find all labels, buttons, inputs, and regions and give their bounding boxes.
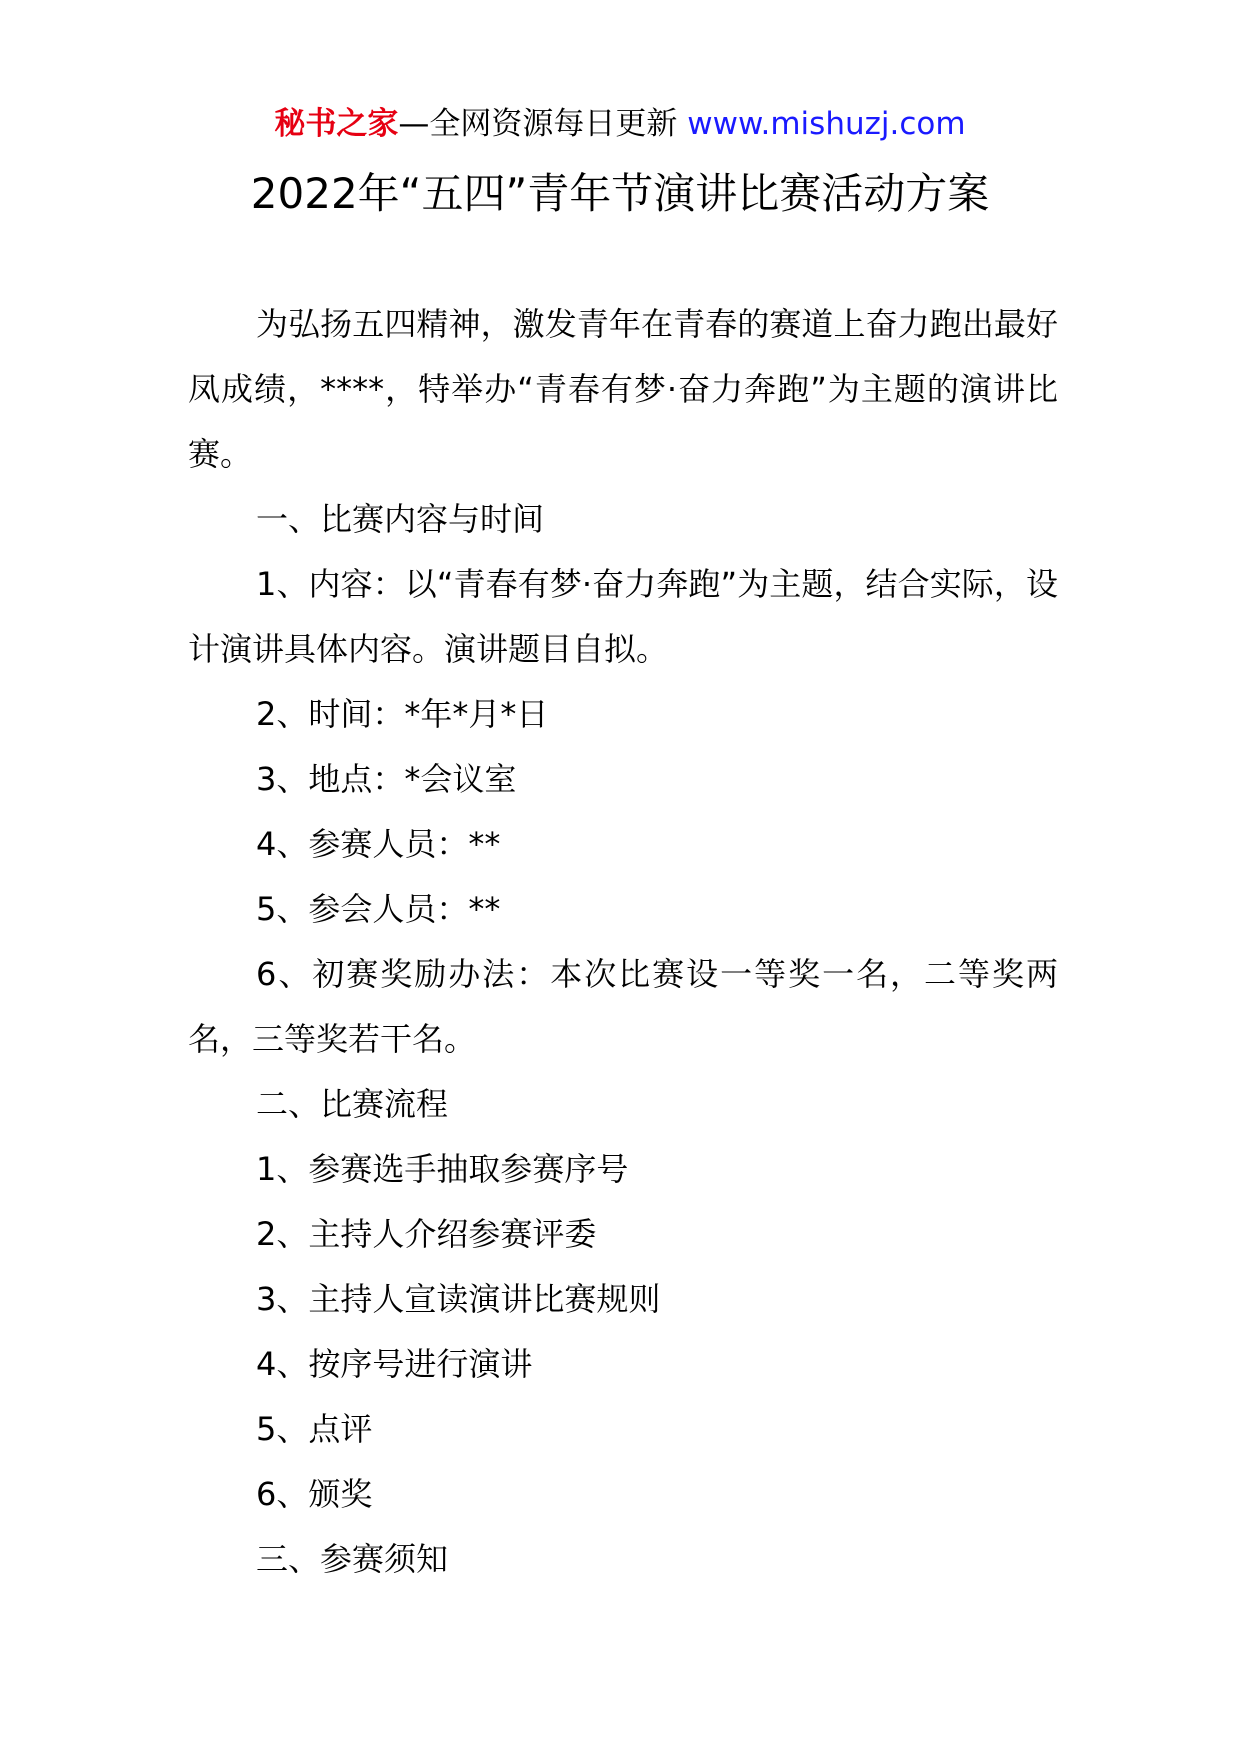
section-heading-1: 一、比赛内容与时间 — [256, 500, 545, 538]
list-item: 6、初赛奖励办法：本次比赛设一等奖一名，二等奖两名，三等奖若干名。 — [188, 955, 1058, 1058]
site-url-link[interactable]: www.mishuzj.com — [687, 106, 966, 142]
list-item: 5、参会人员：** — [256, 890, 501, 928]
site-brand: 秘书之家 — [274, 106, 399, 142]
list-item: 2、时间：*年*月*日 — [256, 695, 549, 733]
list-item: 1、内容：以“青春有梦·奋力奔跑”为主题，结合实际，设计演讲具体内容。演讲题目自拟。 — [188, 565, 1058, 668]
list-item: 4、参赛人员：** — [256, 825, 501, 863]
document-title: 2022年“五四”青年节演讲比赛活动方案 — [250, 169, 990, 218]
site-header — [0, 104, 1240, 144]
list-item: 3、地点：*会议室 — [256, 760, 517, 798]
document-body — [188, 292, 1058, 1592]
list-item: 1、参赛选手抽取参赛序号 — [256, 1150, 629, 1188]
list-item: 6、颁奖 — [256, 1475, 373, 1513]
section-heading-2: 二、比赛流程 — [256, 1085, 449, 1123]
list-item: 2、主持人介绍参赛评委 — [256, 1215, 597, 1253]
section-heading-3: 三、参赛须知 — [256, 1540, 449, 1578]
list-item: 4、按序号进行演讲 — [256, 1345, 533, 1383]
list-item: 3、主持人宣读演讲比赛规则 — [256, 1280, 661, 1318]
list-item: 5、点评 — [256, 1410, 373, 1448]
intro-paragraph: 为弘扬五四精神，激发青年在青春的赛道上奋力跑出最好凤成绩，****，特举办“青春有梦·奋力奔跑”为主题的演讲比赛。 — [188, 305, 1058, 473]
site-slogan: —全网资源每日更新 — [398, 106, 678, 142]
